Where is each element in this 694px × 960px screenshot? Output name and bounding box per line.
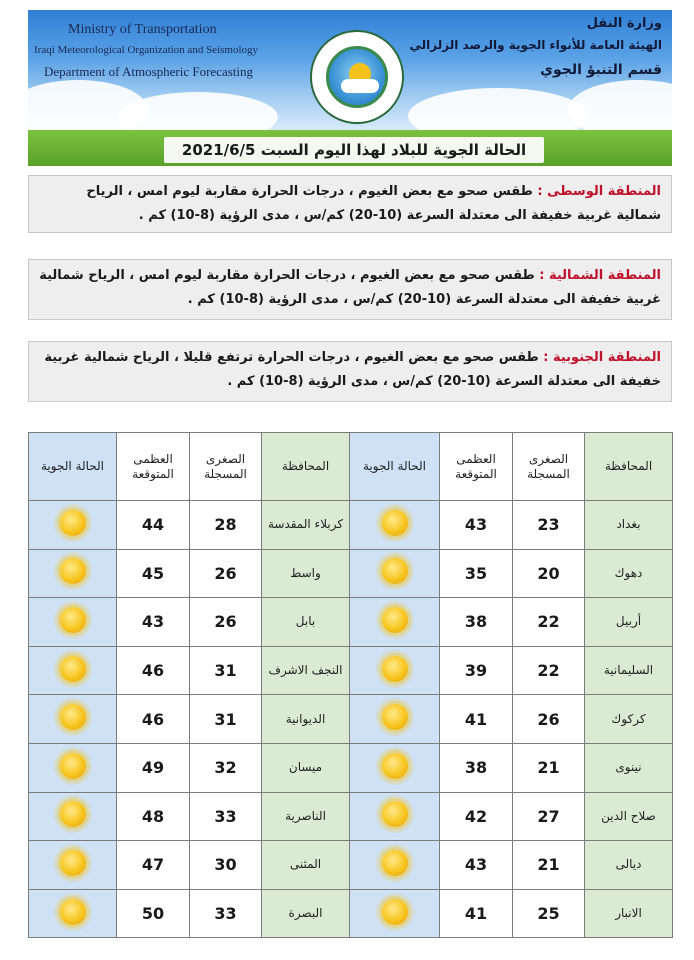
max-temp-cell: 42 — [440, 792, 513, 841]
header-governorate: المحافظة — [262, 433, 350, 501]
region-forecast-north — [28, 259, 672, 320]
min-temp-cell: 27 — [513, 792, 585, 841]
header-banner — [28, 10, 672, 130]
max-temp-cell: 46 — [117, 695, 190, 744]
max-temp-cell: 47 — [117, 841, 190, 890]
weather-cell — [29, 743, 117, 792]
governorate-cell: دهوك — [585, 549, 673, 598]
region-text: طقس صحو مع بعض الغيوم ، درجات الحرارة مقاربة ليوم امس ، الرياح شمالية غربية خفيفة الى معتدلة السرعة (10-20) كم/س ، مدى الرؤية (8-10) كم . — [39, 268, 661, 307]
sun-icon — [60, 704, 86, 730]
sun-icon — [382, 850, 408, 876]
department-name-en: Department of Atmospheric Forecasting — [44, 64, 254, 79]
sun-icon — [382, 607, 408, 633]
governorate-cell: السليمانية — [585, 646, 673, 695]
min-temp-cell: 26 — [190, 598, 262, 647]
region-forecast-central — [28, 175, 672, 233]
weather-cell — [350, 501, 440, 550]
header-max-expected: العظمى المتوقعة — [440, 433, 513, 501]
min-temp-cell: 22 — [513, 646, 585, 695]
max-temp-cell: 43 — [440, 841, 513, 890]
max-temp-cell: 45 — [117, 549, 190, 598]
weather-cell — [29, 792, 117, 841]
min-temp-cell: 32 — [190, 743, 262, 792]
governorate-cell: بابل — [262, 598, 350, 647]
min-temp-cell: 30 — [190, 841, 262, 890]
page-title: الحالة الجوية للبلاد لهذا اليوم السبت 2021/6/5 — [164, 137, 544, 163]
max-temp-cell: 48 — [117, 792, 190, 841]
max-temp-cell: 41 — [440, 695, 513, 744]
organization-name-ar: الهيئة العامة للأنواء الجوية والرصد الزلزالي — [409, 38, 662, 52]
governorate-cell: نينوى — [585, 743, 673, 792]
max-temp-cell: 41 — [440, 889, 513, 938]
governorate-cell: ديالى — [585, 841, 673, 890]
header-weather: الحالة الجوية — [29, 433, 117, 501]
max-temp-cell: 35 — [440, 549, 513, 598]
region-text: طقس صحو مع بعض الغيوم ، درجات الحرارة مقاربة ليوم امس ، الرياح شمالية غربية خفيفة الى معتدلة السرعة (10-20) كم/س ، مدى الرؤية (8-10) كم . — [86, 184, 661, 223]
table-row — [29, 792, 673, 841]
cloud-shape — [568, 80, 672, 130]
min-temp-cell: 25 — [513, 889, 585, 938]
header-min-recorded: الصغرى المسجلة — [190, 433, 262, 501]
ministry-name-ar: وزارة النقل — [586, 16, 662, 31]
min-temp-cell: 28 — [190, 501, 262, 550]
governorate-cell: صلاح الدين — [585, 792, 673, 841]
table-row — [29, 743, 673, 792]
weather-cell — [29, 549, 117, 598]
min-temp-cell: 21 — [513, 743, 585, 792]
sun-icon — [60, 656, 86, 682]
min-temp-cell: 22 — [513, 598, 585, 647]
table-row — [29, 889, 673, 938]
max-temp-cell: 49 — [117, 743, 190, 792]
region-text: طقس صحو مع بعض الغيوم ، درجات الحرارة ترتفع قليلا ، الرياح شمالية غربية خفيفة الى معتدلة السرعة (10-20) كم/س ، مدى الرؤية (8-10) كم . — [44, 350, 661, 389]
region-name: المنطقة الجنوبية : — [543, 350, 661, 365]
region-name: المنطقة الشمالية : — [539, 268, 661, 283]
governorate-cell: واسط — [262, 549, 350, 598]
ministry-name-en: Ministry of Transportation — [68, 22, 217, 37]
governorate-cell: المثنى — [262, 841, 350, 890]
organization-name-en: Iraqi Meteorological Organization and Seismology — [34, 44, 259, 56]
max-temp-cell: 50 — [117, 889, 190, 938]
governorate-cell: كربلاء المقدسة — [262, 501, 350, 550]
sun-icon — [382, 510, 408, 536]
max-temp-cell: 44 — [117, 501, 190, 550]
sun-icon — [60, 558, 86, 584]
max-temp-cell: 39 — [440, 646, 513, 695]
header-min-recorded: الصغرى المسجلة — [513, 433, 585, 501]
weather-cell — [350, 743, 440, 792]
table-row — [29, 646, 673, 695]
department-name-ar: قسم التنبؤ الجوي — [540, 62, 662, 78]
max-temp-cell: 38 — [440, 598, 513, 647]
weather-cell — [350, 695, 440, 744]
weather-cell — [350, 598, 440, 647]
max-temp-cell: 43 — [440, 501, 513, 550]
min-temp-cell: 33 — [190, 889, 262, 938]
min-temp-cell: 31 — [190, 646, 262, 695]
weather-cell — [29, 501, 117, 550]
organization-logo — [310, 30, 404, 124]
header-weather: الحالة الجوية — [350, 433, 440, 501]
table-body — [29, 501, 673, 938]
table-row — [29, 841, 673, 890]
weather-cell — [350, 549, 440, 598]
sun-icon — [60, 801, 86, 827]
sun-icon — [382, 558, 408, 584]
header-governorate: المحافظة — [585, 433, 673, 501]
weather-cell — [350, 646, 440, 695]
table-row — [29, 695, 673, 744]
sun-icon — [382, 801, 408, 827]
max-temp-cell: 38 — [440, 743, 513, 792]
weather-cell — [29, 889, 117, 938]
region-name: المنطقة الوسطى : — [537, 184, 661, 199]
cloud-shape — [408, 88, 588, 130]
governorate-cell: الناصرية — [262, 792, 350, 841]
weather-cell — [29, 695, 117, 744]
governorate-cell: النجف الاشرف — [262, 646, 350, 695]
weather-cell — [350, 841, 440, 890]
min-temp-cell: 26 — [513, 695, 585, 744]
max-temp-cell: 43 — [117, 598, 190, 647]
sun-icon — [382, 704, 408, 730]
header-max-expected: العظمى المتوقعة — [117, 433, 190, 501]
sun-icon — [60, 753, 86, 779]
min-temp-cell: 33 — [190, 792, 262, 841]
table-row — [29, 549, 673, 598]
sun-icon — [60, 899, 86, 925]
min-temp-cell: 20 — [513, 549, 585, 598]
governorate-cell: كركوك — [585, 695, 673, 744]
sun-icon — [60, 510, 86, 536]
table-header-row — [29, 433, 673, 501]
max-temp-cell: 46 — [117, 646, 190, 695]
sun-icon — [60, 607, 86, 633]
region-forecast-south — [28, 341, 672, 402]
governorate-cell: الانبار — [585, 889, 673, 938]
weather-cell — [350, 889, 440, 938]
weather-cell — [29, 841, 117, 890]
temperature-table — [28, 432, 673, 938]
governorate-cell: الديوانية — [262, 695, 350, 744]
table-row — [29, 598, 673, 647]
weather-cell — [350, 792, 440, 841]
sun-icon — [382, 753, 408, 779]
governorate-cell: أربيل — [585, 598, 673, 647]
sun-icon — [60, 850, 86, 876]
logo-cloud-icon — [341, 79, 379, 93]
sun-icon — [382, 656, 408, 682]
min-temp-cell: 21 — [513, 841, 585, 890]
governorate-cell: البصرة — [262, 889, 350, 938]
min-temp-cell: 23 — [513, 501, 585, 550]
table-row — [29, 501, 673, 550]
logo-emblem — [326, 46, 388, 108]
governorate-cell: بغداد — [585, 501, 673, 550]
sun-icon — [382, 899, 408, 925]
min-temp-cell: 26 — [190, 549, 262, 598]
weather-cell — [29, 646, 117, 695]
min-temp-cell: 31 — [190, 695, 262, 744]
governorate-cell: ميسان — [262, 743, 350, 792]
weather-cell — [29, 598, 117, 647]
